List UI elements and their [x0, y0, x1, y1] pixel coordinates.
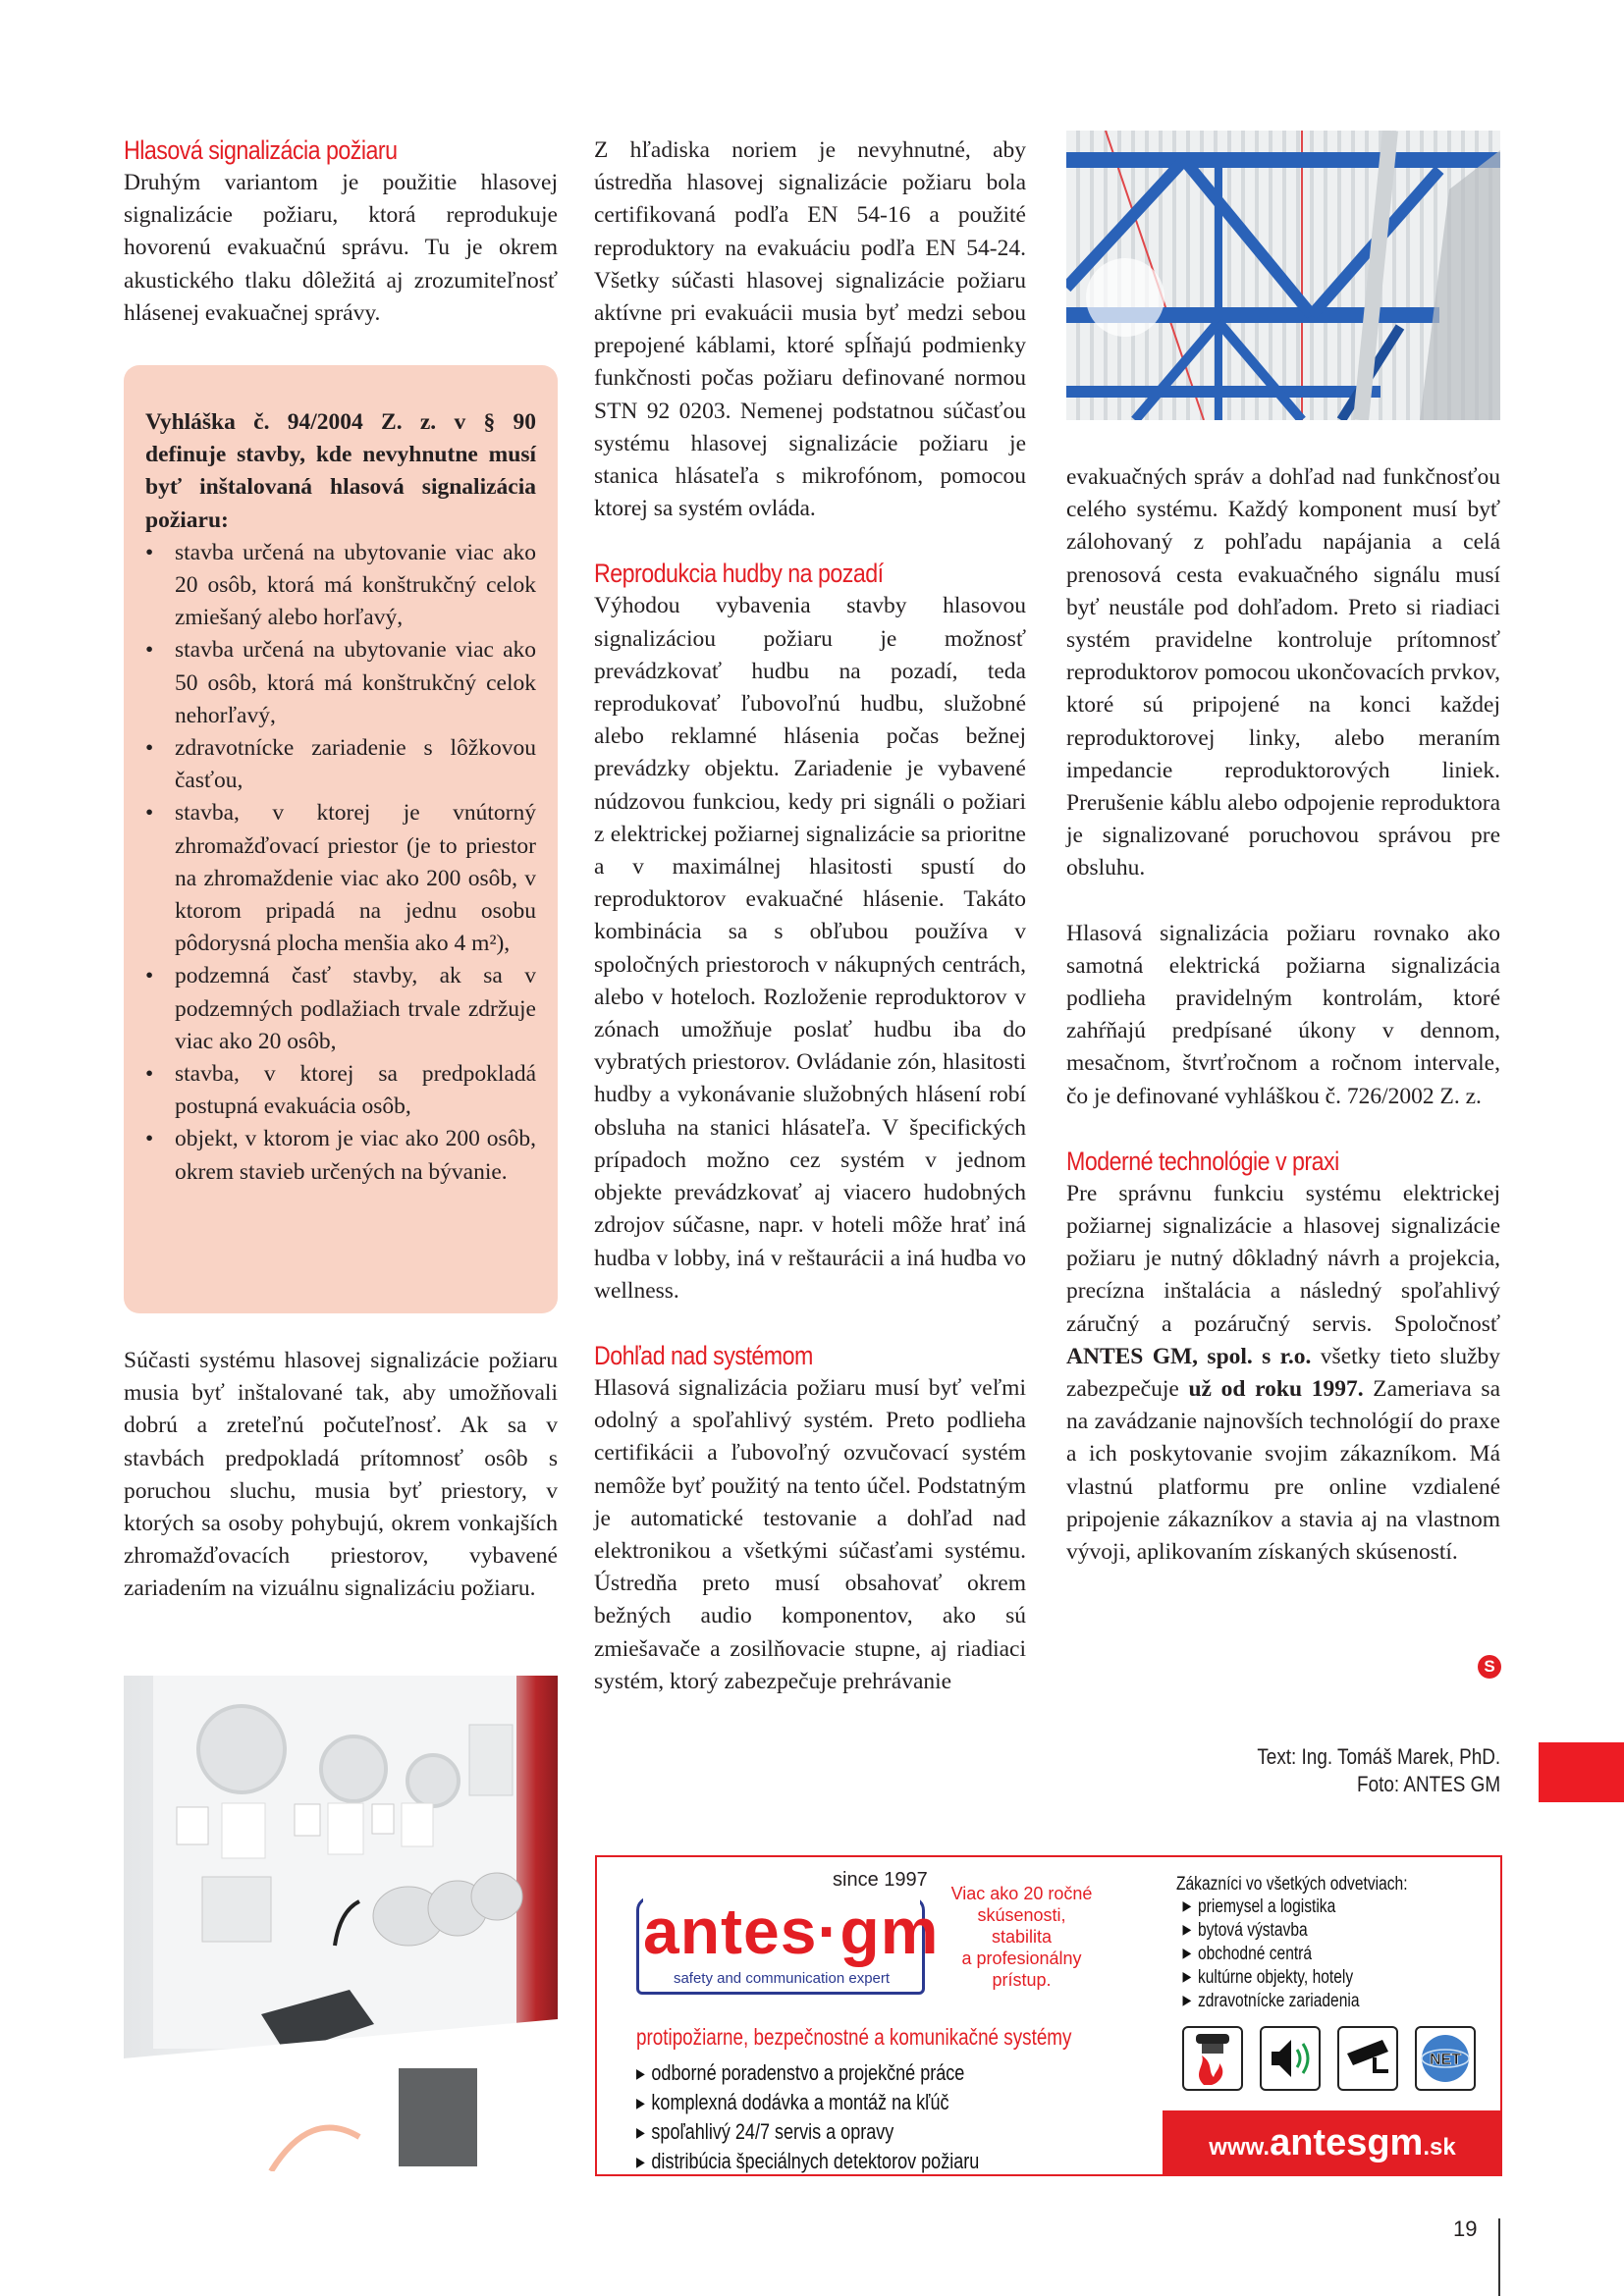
intro-paragraph: Druhým variantom je použitie hlasovej signalizácie požiaru, ktorá reprodukuje hovorenú evakuačnú správu. Tu je okrem akustického tlaku dôležitá aj zrozumiteľnosť hlásenej evakuačnej správy.	[124, 170, 558, 326]
list-item: • objekt, v ktorom je viac ako 200 osôb, okrem stavieb určených na bývanie.	[145, 1123, 536, 1188]
inspections-paragraph: Hlasová signalizácia požiaru rovnako ako samotná elektrická požiarna signalizácia podlieha pravidelným kontrolám, ktoré zahŕňajú predpísané úkony v dennom, mesačnom, štvrťročnom a ročnom intervale, čo je definované vyhláškou č. 726/2002 Z. z.	[1066, 920, 1500, 1109]
column-2	[594, 134, 1026, 1698]
section-marker-tab	[1539, 1742, 1624, 1802]
customers-block	[1176, 1873, 1458, 2013]
experience-claim: Viac ako 20 ročné skúsenosti, stabilita a profesionálny prístup.	[950, 1884, 1093, 1990]
logo-tagline: safety and communication expert	[645, 1970, 918, 1987]
website-link[interactable]: www.antesgm.sk	[1163, 2110, 1502, 2176]
service-item: ▶ odborné poradenstvo a projekčné práce	[636, 2059, 979, 2089]
sidebar-lead: Vyhláška č. 94/2004 Z. z. v § 90 definuje stavby, kde nevyhnutne musí byť inštalovaná hlasová signalizácia požiaru:	[145, 409, 536, 533]
fire-detector-icon	[1182, 2026, 1243, 2091]
supervision-paragraph: Hlasová signalizácia požiaru musí byť veľmi odolný a spoľahlivý systém. Preto podlieha certifikácii a ľubovoľný ozvučovací systém nemôže byť použitý na tento účel. Podstatným je automatické testovanie a dohľad nad elektronikou a všetkými súčasťami systému. Ústredňa preto musí obsahovať okrem bežných audio komponentov, ako sú zmiešavače a zosilňovacie stupne, aj riadiaci systém, ktorý zabezpečuje prehrávanie	[594, 1374, 1026, 1694]
service-item: ▶ komplexná dodávka a montáž na kľúč	[636, 2089, 979, 2118]
end-of-article-icon: S	[1478, 1655, 1501, 1679]
ceiling-truss-photo	[1066, 131, 1500, 420]
regulation-list	[145, 537, 536, 1189]
heading-voice-alarm: Hlasová signalizácia požiaru	[124, 135, 398, 165]
list-item: • zdravotnícke zariadenie s lôžkovou časťou,	[145, 732, 536, 797]
ceiling-truss-illustration	[1066, 131, 1500, 420]
since-year: už od roku 1997.	[1188, 1376, 1364, 1403]
heading-system-supervision: Dohľad nad systémom	[594, 1340, 813, 1370]
heading-modern-technologies: Moderné technológie v praxi	[1066, 1146, 1339, 1176]
customer-item: ▶ kultúrne objekty, hotely	[1176, 1966, 1408, 1990]
photo-credit: Foto: ANTES GM	[1356, 1772, 1500, 1796]
page-number: 19	[1453, 2216, 1478, 2241]
cctv-camera-icon	[1337, 2026, 1398, 2091]
customer-item: ▶ obchodné centrá	[1176, 1943, 1408, 1966]
column-3	[1066, 461, 1500, 1569]
list-item: • stavba, v ktorej sa predpokladá postupná evakuácia osôb,	[145, 1058, 536, 1123]
svg-text:NET: NET	[1430, 2052, 1461, 2068]
speaker-display-illustration	[124, 1676, 558, 2171]
column-1	[124, 134, 558, 330]
logo	[636, 1895, 940, 1995]
heading-background-music: Reprodukcia hudby na pozadí	[594, 559, 884, 589]
list-item: • stavba, v ktorej je vnútorný zhromažďovací priestor (je to priestor na zhromaždenie viac ako 200 osôb, v ktorom pripadá na jednu osobu pôdorysná plocha menšia ako 4 m²),	[145, 797, 536, 960]
regulation-sidebar	[124, 365, 558, 1313]
service-item: ▶ spoľahlivý 24/7 servis a opravy	[636, 2118, 979, 2148]
net-globe-icon	[1415, 2026, 1476, 2091]
company-paragraph: Pre správnu funkciu systému elektrickej požiarnej signalizácie a hlasovej signalizácie požiaru je nutný dôkladný návrh a projekcia, precízna inštalácia a následný spoľahlivý záručný a pozáručný servis. Spoločnosť ANTES GM, spol. s r.o. všetky tieto služby zabezpečuje už od roku 1997. Zameriava sa na zavádzanie najnovších technológií do praxe a ich poskytovanie svojim zákazníkom. Má vlastnú platformu pre online vzdialené pripojenie zákazníkov a stavia aj na vlastnom vývoji, aplikovaním získaných skúseností.	[1066, 1180, 1500, 1566]
services-list	[636, 2059, 1055, 2177]
page-number-rule	[1498, 2218, 1500, 2296]
list-item: • stavba určená na ubytovanie viac ako 50 osôb, ktorá má konštrukčný celok nehorľavý,	[145, 634, 536, 732]
author-credit: Text: Ing. Tomáš Marek, PhD.	[1257, 1744, 1500, 1769]
article-credits	[1257, 1743, 1500, 1798]
antes-gm-advertisement	[595, 1855, 1502, 2176]
customer-item: ▶ bytová výstavba	[1176, 1919, 1408, 1943]
speaker-icon	[1260, 2026, 1321, 2091]
customer-item: ▶ zdravotnícke zariadenia	[1176, 1990, 1408, 2013]
list-item: • stavba určená na ubytovanie viac ako 20 osôb, ktorá má konštrukčný celok zmiešaný alebo horľavý,	[145, 537, 536, 635]
logo-text: antes·gm	[643, 1892, 920, 1970]
service-item: ▶ distribúcia špeciálnych detektorov požiaru	[636, 2148, 979, 2177]
ad-headline: protipožiarne, bezpečnostné a komunikačné systémy	[636, 2024, 1072, 2050]
column-1-lower	[124, 1345, 558, 1606]
company-name: ANTES GM, spol. s r.o.	[1066, 1343, 1312, 1369]
background-music-paragraph: Výhodou vybavenia stavby hlasovou signalizáciou požiaru je možnosť prevádzkovať hudbu na pozadí, teda reprodukovať ľubovoľnú hudbu, služobné alebo reklamné hlásenia počas bežnej prevádzky objektu. Zariadenie je vybavené núdzovou funkciou, kedy pri signáli o požiari z elektrickej požiarnej signalizácie sa prioritne a v maximálnej hlasitosti spustí do reproduktorov evakuačné hlásenie. Takáto kombinácia sa s obľubou používa v spoločných priestoroch v nákupných centrách, alebo v hoteloch. Rozloženie reproduktorov v zónach umožňuje poslať hudbu iba do vybratých priestorov. Ovládanie zón, hlasitosti hudby a vykonávanie služobných hlásení robí obsluha na stanici hlásateľa. V špecifických prípadoch možno cez systém v jednom objekte prevádzkovať aj viacero hudobných zdrojov súčasne, napr. v hoteli môže hrať iná hudba v lobby, iná v reštaurácii a iná hudba vo wellness.	[594, 593, 1026, 1304]
components-paragraph: Súčasti systému hlasovej signalizácie požiaru musia byť inštalované tak, aby umožňovali dobrú a zreteľnú počuteľnosť. Ak sa v stavbách predpokladá prítomnosť osôb s poruchou sluchu, musia byť priestory, v ktorých sa osoby pohybujú, okrem vonkajších zhromažďovacích priestorov, vybavené zariadením na vizuálnu signalizáciu požiaru.	[124, 1348, 558, 1602]
since-label: since 1997	[833, 1869, 928, 1891]
customer-item: ▶ priemysel a logistika	[1176, 1896, 1408, 1919]
standards-paragraph: Z hľadiska noriem je nevyhnutné, aby ústredňa hlasovej signalizácie požiaru bola certifikovaná podľa EN 54-16 a použité reproduktory na evakuáciu podľa EN 54-24. Všetky súčasti hlasovej signalizácie požiaru aktívne pri evakuácii musia byť medzi sebou prepojené káblami, ktoré spĺňajú podmienky funkčnosti počas požiaru definované normou STN 92 0203. Nemenej podstatnou súčasťou systému hlasovej signalizácie požiaru je stanica hlásateľa s mikrofónom, pomocou ktorej sa systém ovláda.	[594, 137, 1026, 522]
customers-title: Zákazníci vo všetkých odvetviach:	[1176, 1874, 1408, 1895]
list-item: • podzemná časť stavby, ak sa v podzemných podlažiach trvale zdržuje viac ako 20 osôb,	[145, 960, 536, 1058]
supervision-continued-paragraph: evakuačných správ a dohľad nad funkčnosťou celého systému. Každý komponent musí byť zálohovaný z pohľadu napájania a celá prenosová cesta evakuačného signálu musí byť neustále pod dohľadom. Preto si riadiaci systém pravidelne kontroluje prítomnosť reproduktorov pomocou ukončovacích prvkov, ktoré sú pripojené na konci každej reproduktorovej linky, alebo meraním impedancie reproduktorových liniek. Prerušenie káblu alebo odpojenie reproduktora je signalizované poruchovou správou pre obsluhu.	[1066, 464, 1500, 881]
service-icons	[1182, 2026, 1477, 2095]
speaker-display-photo	[124, 1676, 558, 2171]
